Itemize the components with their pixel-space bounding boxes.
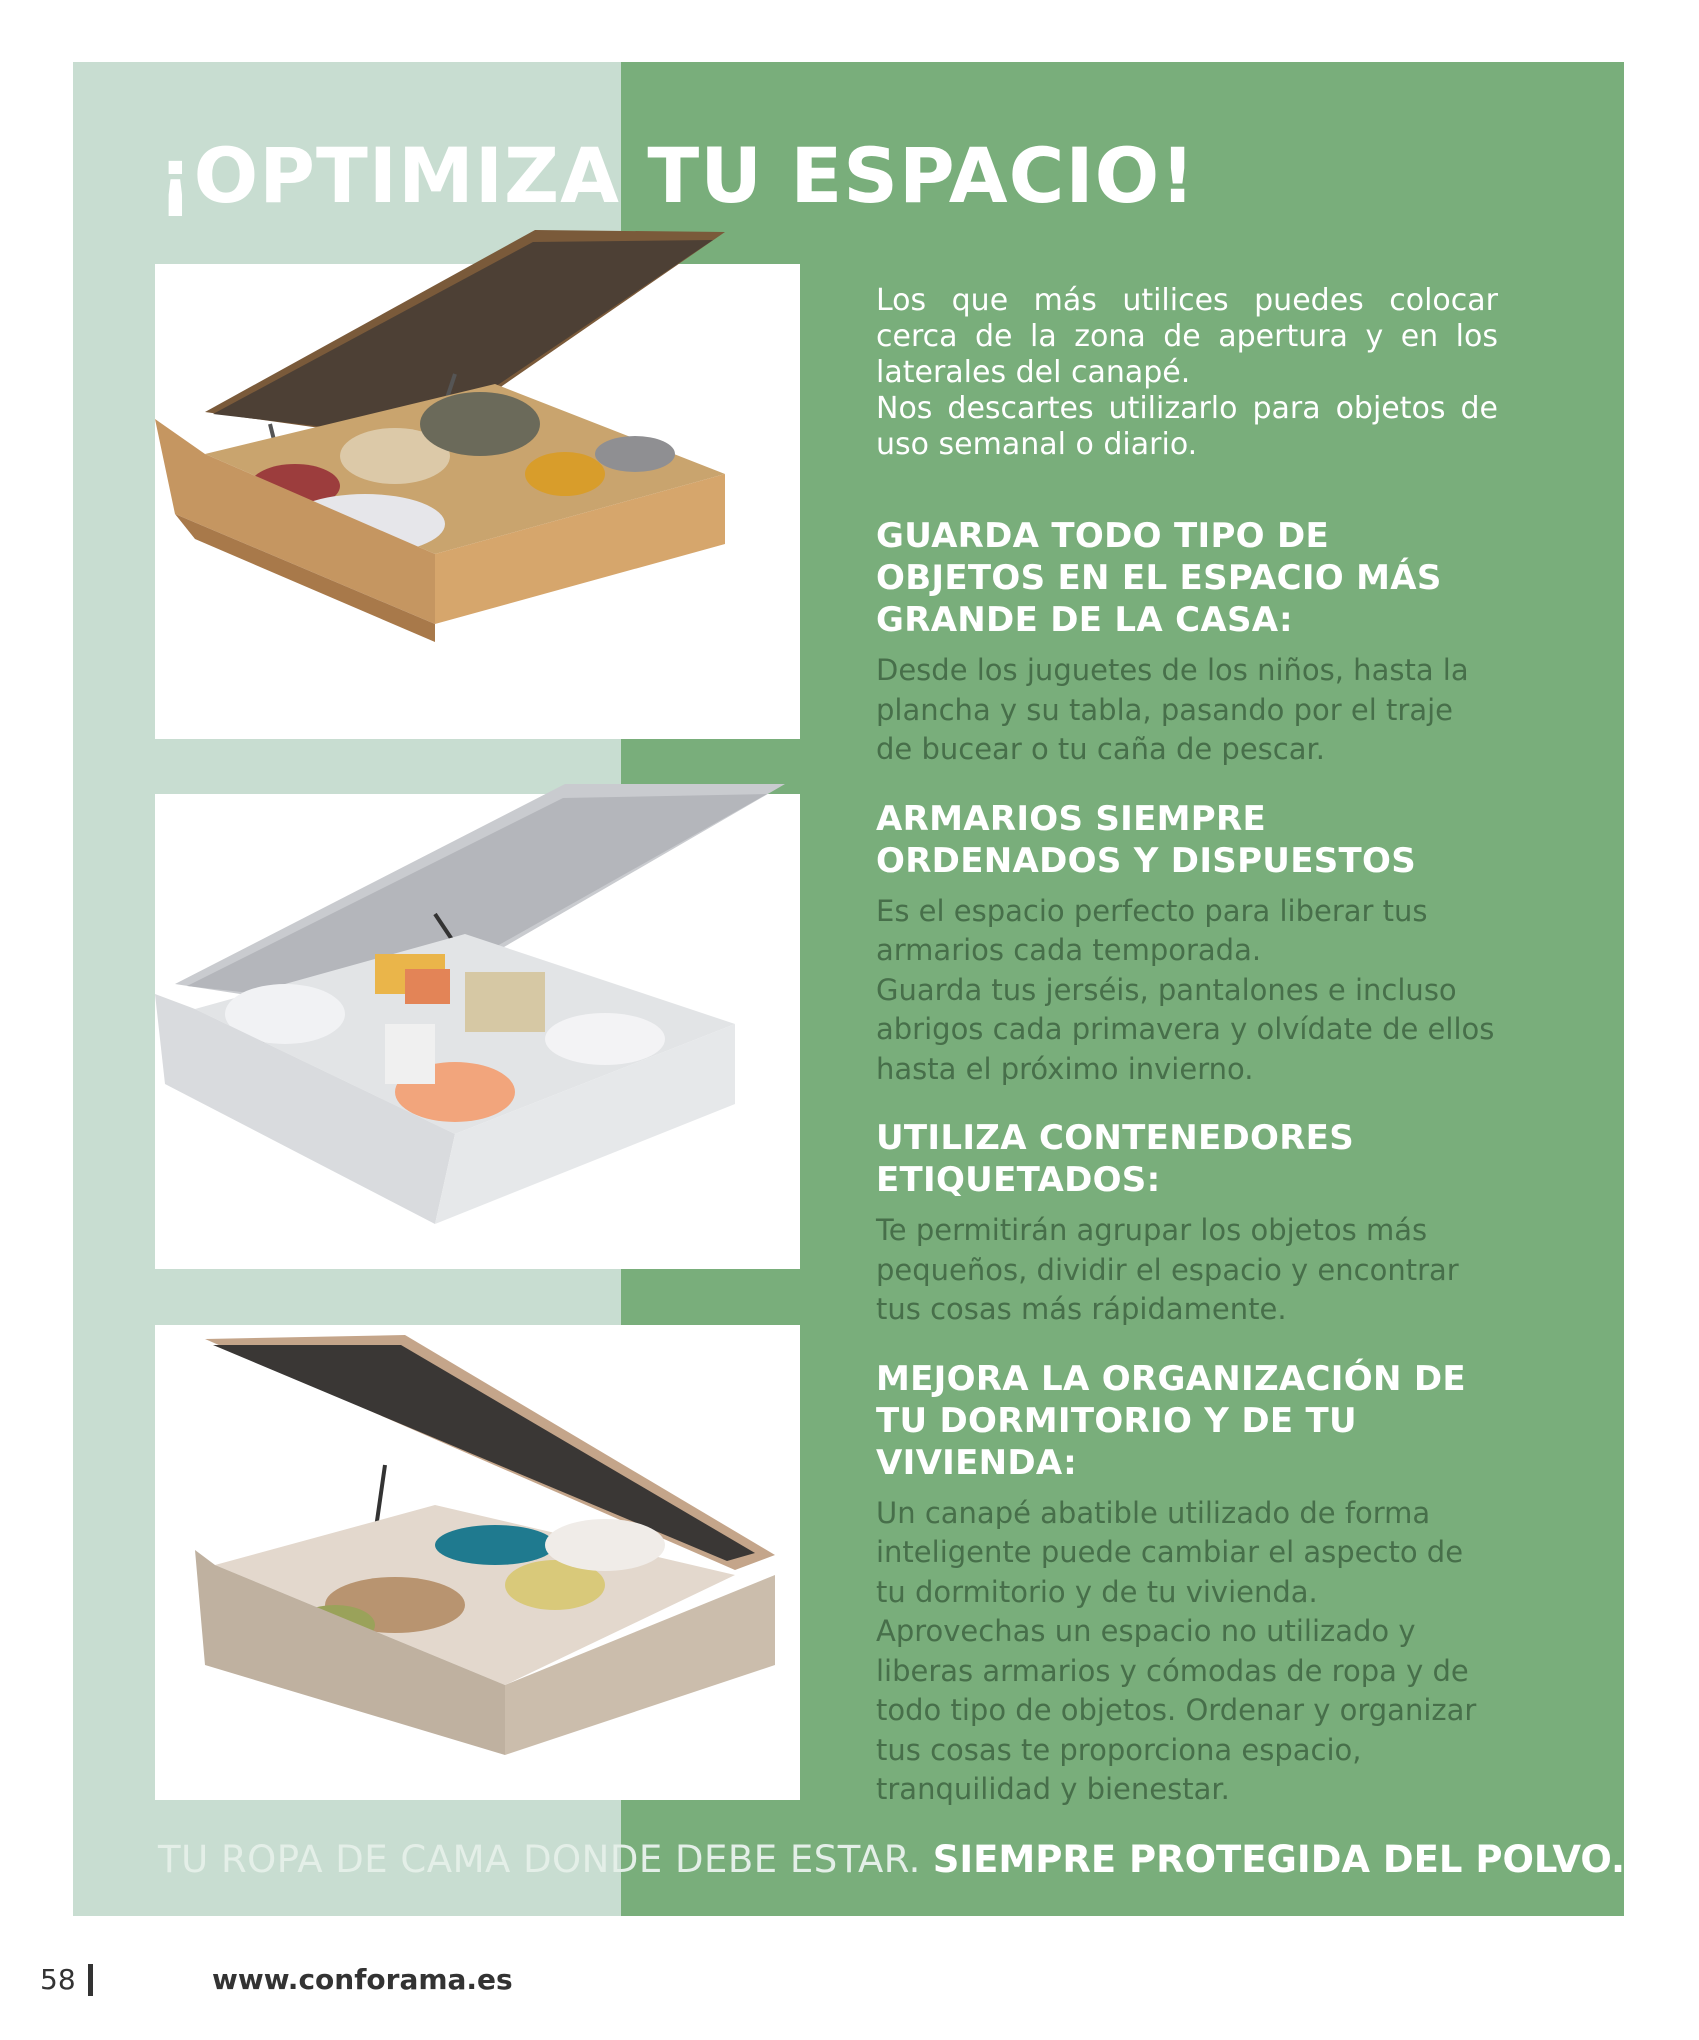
section-paragraph: Te permitirán agrupar los objetos más pequeños, dividir el espacio y encontrar tus cosas más rápidamente. <box>876 1213 1459 1326</box>
page-title: ¡OPTIMIZA TU ESPACIO! <box>158 131 1196 220</box>
section-body-organization <box>876 1494 1498 1810</box>
section-heading-storage: GUARDA TODO TIPO DE OBJETOS EN EL ESPACIO MÁS GRANDE DE LA CASA: <box>876 516 1442 640</box>
intro-line-1: Los que más utilices puedes colocar cerca de la zona de apertura y en los laterales del canapé. <box>876 283 1498 390</box>
ottoman-bed-photo-light-wood <box>155 1325 800 1800</box>
website-link[interactable]: www.conforama.es <box>212 1963 513 1996</box>
tagline-light: TU ROPA DE CAMA DONDE DEBE ESTAR. <box>158 1838 921 1881</box>
section-heading-organization: MEJORA LA ORGANIZACIÓN DE TU DORMITORIO Y DE TU VIVIENDA: <box>876 1358 1466 1483</box>
ottoman-bed-photo-grey <box>155 794 800 1269</box>
ottoman-bed-photo-wood <box>155 264 800 739</box>
section-heading-containers: UTILIZA CONTENEDORES ETIQUETADOS: <box>876 1118 1354 1200</box>
ottoman-bed-illustration-light-wood <box>135 1285 835 1845</box>
page-number: 58 <box>40 1963 76 1996</box>
section-body-storage <box>876 651 1498 770</box>
section-paragraph: Es el espacio perfecto para liberar tus armarios cada temporada. <box>876 893 1428 967</box>
tagline-bold: SIEMPRE PROTEGIDA DEL POLVO. <box>932 1838 1626 1881</box>
section-paragraph: Desde los juguetes de los niños, hasta la plancha y su tabla, pasando por el traje de bucear o tu caña de pescar. <box>876 653 1469 766</box>
section-paragraph: Un canapé abatible utilizado de forma inteligente puede cambiar el aspecto de tu dormitorio y de tu vivienda. <box>876 1495 1464 1609</box>
section-body-containers <box>876 1211 1498 1330</box>
section-body-wardrobes <box>876 892 1498 1090</box>
section-paragraph: Guarda tus jerséis, pantalones e incluso abrigos cada primavera y olvídate de ellos hasta el próximo invierno. <box>876 972 1495 1086</box>
ottoman-bed-illustration-grey <box>135 754 835 1314</box>
ottoman-bed-illustration-wood <box>135 224 835 784</box>
page-number-divider <box>88 1964 93 1996</box>
tagline <box>158 1836 1625 1884</box>
text-column <box>876 283 1498 1838</box>
section-heading-wardrobes: ARMARIOS SIEMPRE ORDENADOS Y DISPUESTOS <box>876 798 1416 881</box>
section-paragraph: Aprovechas un espacio no utilizado y liberas armarios y cómodas de ropa y de todo tipo de objetos. Ordenar y organizar tus cosas te proporciona espacio, tranquilidad y bienestar. <box>876 1614 1477 1806</box>
intro-line-2: Nos descartes utilizarlo para objetos de uso semanal o diario. <box>876 391 1498 462</box>
intro-paragraph <box>876 283 1498 463</box>
